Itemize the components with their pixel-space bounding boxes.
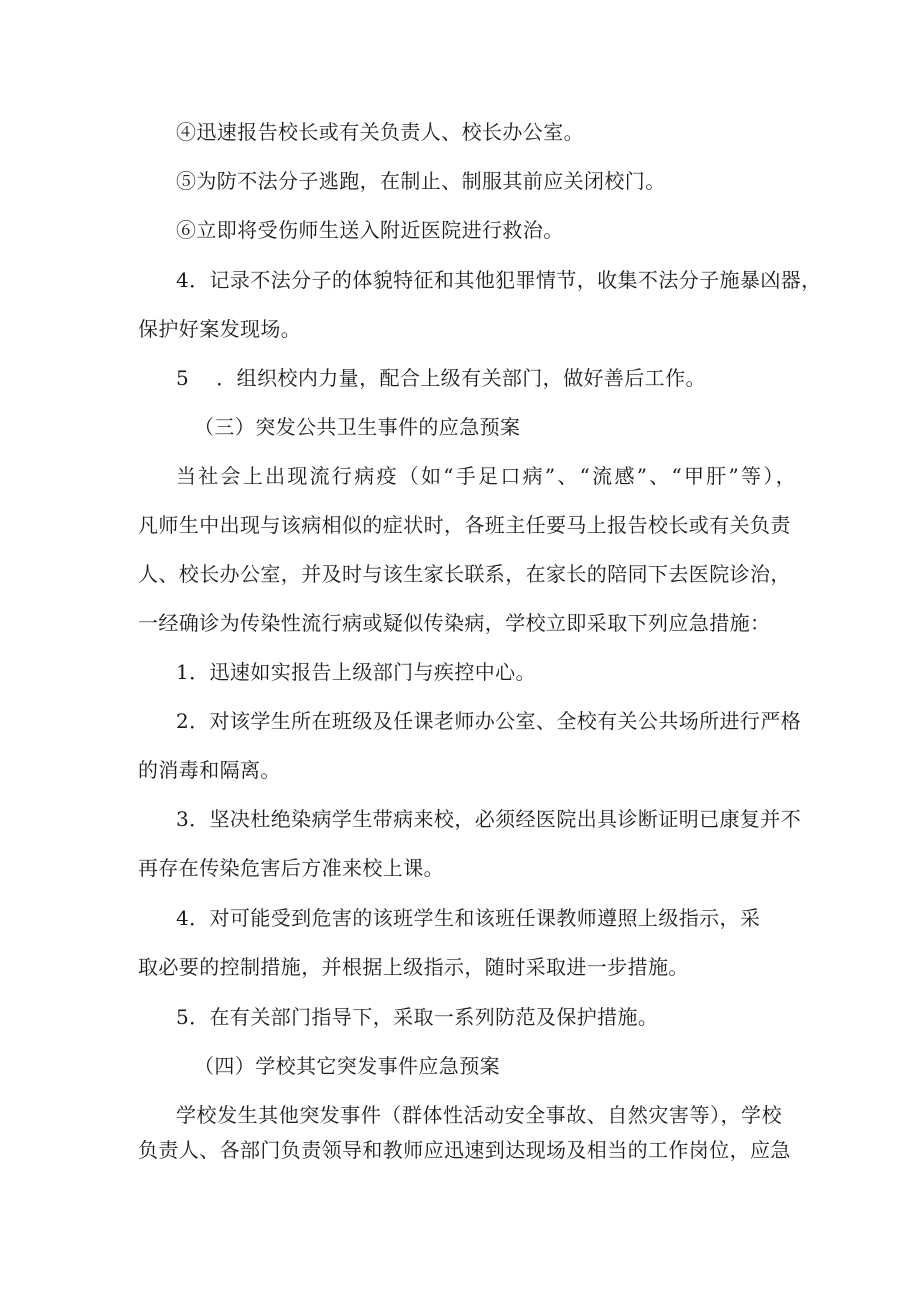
step-4-record-line1: 4．记录不法分子的体貌特征和其他犯罪情节，收集不法分子施暴凶器， <box>176 268 822 292</box>
item-6-send-hospital: ⑥立即将受伤师生送入附近医院进行救治。 <box>176 218 564 242</box>
measure-5: 5．在有关部门指导下，采取一系列防范及保护措施。 <box>176 1005 659 1029</box>
measure-4-line2: 取必要的控制措施，并根据上级指示，随时采取进一步措施。 <box>138 955 689 979</box>
measure-1: 1．迅速如实报告上级部门与疾控中心。 <box>176 660 536 684</box>
measure-3-line2: 再存在传染危害后方准来校上课。 <box>138 856 444 880</box>
section-3-para-line3: 人、校长办公室，并及时与该生家长联系，在家长的陪同下去医院诊治， <box>138 562 791 586</box>
section-4-para-line1: 学校发生其他突发事件（群体性活动安全事故、自然灾害等），学校 <box>176 1103 782 1127</box>
measure-2-line2: 的消毒和隔离。 <box>138 758 281 782</box>
section-3-heading: （三）突发公共卫生事件的应急预案 <box>194 415 521 439</box>
measure-4-line1: 4．对可能受到危害的该班学生和该班任课教师遵照上级指示，采 <box>176 906 761 930</box>
section-4-heading: （四）学校其它突发事件应急预案 <box>194 1054 500 1078</box>
section-3-para-line4: 一经确诊为传染性流行病或疑似传染病，学校立即采取下列应急措施： <box>138 611 771 635</box>
step-5-aftermath: 5 ．组织校内力量，配合上级有关部门，做好善后工作。 <box>176 366 706 390</box>
section-3-para-line2: 凡师生中出现与该病相似的症状时，各班主任要马上报告校长或有关负责 <box>138 513 791 537</box>
measure-2-line1: 2．对该学生所在班级及任课老师办公室、全校有关公共场所进行严格 <box>176 709 802 733</box>
section-4-para-line2: 负责人、各部门负责领导和教师应迅速到达现场及相当的工作岗位，应急 <box>138 1138 791 1162</box>
measure-3-line1: 3．坚决杜绝染病学生带病来校，必须经医院出具诊断证明已康复并不 <box>176 807 802 831</box>
item-4-report-principal: ④迅速报告校长或有关负责人、校长办公室。 <box>176 120 584 144</box>
step-4-record-line2: 保护好案发现场。 <box>138 317 302 341</box>
section-3-para-line1: 当社会上出现流行病疫（如“手足口病”、“流感”、“甲肝”等）， <box>176 464 796 488</box>
item-5-close-gate: ⑤为防不法分子逃跑，在制止、制服其前应关闭校门。 <box>176 169 666 193</box>
